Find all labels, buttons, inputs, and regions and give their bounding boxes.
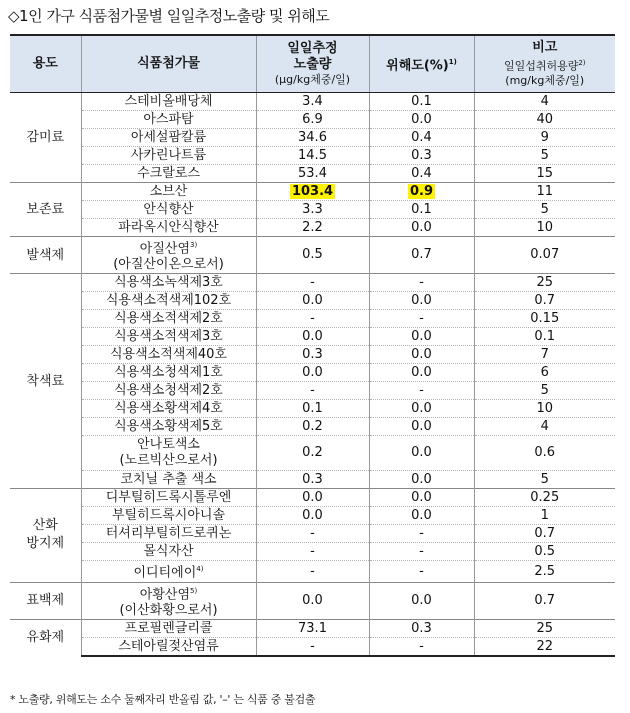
risk-value: 0.0	[369, 418, 474, 436]
exposure-value: -	[256, 382, 369, 400]
additive-name: 프로필렌글리콜	[81, 619, 256, 637]
risk-value: 0.0	[369, 328, 474, 346]
header-use: 용도	[10, 35, 81, 93]
adi-value: 40	[474, 111, 615, 129]
header-risk-sup: 1)	[448, 57, 457, 66]
adi-value: 0.25	[474, 489, 615, 507]
exposure-value: 3.3	[256, 201, 369, 219]
risk-value: -	[369, 561, 474, 582]
risk-value: 0.4	[369, 129, 474, 147]
risk-value: 0.0	[369, 471, 474, 489]
exposure-value: 0.0	[256, 582, 369, 619]
header-exposure-line1: 일일추정	[287, 41, 338, 56]
use-cell: 표백제	[10, 582, 81, 619]
exposure-value: 3.4	[256, 93, 369, 111]
table-row	[10, 471, 615, 489]
use-cell: 감미료	[10, 93, 81, 183]
exposure-value: 0.2	[256, 418, 369, 436]
adi-value: 11	[474, 183, 615, 201]
additive-name: 식용색소황색제5호	[81, 418, 256, 436]
risk-value: 0.0	[369, 436, 474, 471]
header-note-unit: (mg/kg체중/일)	[505, 73, 585, 87]
table-row	[10, 93, 615, 111]
adi-value: 5	[474, 471, 615, 489]
risk-value: 0.0	[369, 111, 474, 129]
table-row	[10, 507, 615, 525]
table-row	[10, 292, 615, 310]
table-row	[10, 364, 615, 382]
additive-name: 식용색소적색제2호	[81, 310, 256, 328]
header-note-line: 일일섭취허용량$^{2)}$	[503, 59, 586, 73]
adi-value: 4	[474, 418, 615, 436]
adi-value: 0.6	[474, 436, 615, 471]
exposure-value: 0.1	[256, 400, 369, 418]
exposure-value: -	[256, 525, 369, 543]
additive-name: 스테비올배당체	[81, 93, 256, 111]
additive-name: 사카린나트륨	[81, 147, 256, 165]
exposure-value: -	[256, 310, 369, 328]
additive-name: 몰식자산	[81, 543, 256, 561]
additive-name: 안나토색소 (노르빅산으로서)	[81, 436, 256, 471]
adi-value: 0.5	[474, 543, 615, 561]
exposure-value: 2.2	[256, 219, 369, 237]
exposure-value: 0.0	[256, 364, 369, 382]
table-row	[10, 237, 615, 274]
risk-value: 0.4	[369, 165, 474, 183]
adi-value: 2.5	[474, 561, 615, 582]
exposure-value: -	[256, 561, 369, 582]
adi-value: 0.1	[474, 328, 615, 346]
additive-name: 아황산염$^{5)}$ (이산화황으로서)	[81, 582, 256, 619]
table-row	[10, 129, 615, 147]
use-cell: 보존료	[10, 183, 81, 237]
exposure-value: 6.9	[256, 111, 369, 129]
document-title: ◇1인 가구 식품첨가물별 일일추정노출량 및 위해도	[8, 7, 330, 25]
exposure-value: -	[256, 637, 369, 656]
risk-value: 0.0	[369, 346, 474, 364]
adi-value: 10	[474, 400, 615, 418]
additive-name: 식용색소적색제40호	[81, 346, 256, 364]
adi-value: 25	[474, 274, 615, 292]
exposure-value: 73.1	[256, 619, 369, 637]
exposure-value: 0.3	[256, 471, 369, 489]
risk-value: 0.7	[369, 237, 474, 274]
header-risk-label: 위해도(%)	[386, 58, 449, 74]
additive-name: 파라옥시안식향산	[81, 219, 256, 237]
exposure-value: 14.5	[256, 147, 369, 165]
risk-value: 0.0	[369, 489, 474, 507]
additive-name: 수크랄로스	[81, 165, 256, 183]
additive-name: 식용색소청색제1호	[81, 364, 256, 382]
header-note	[474, 35, 615, 93]
table-row	[10, 111, 615, 129]
header-risk	[369, 35, 474, 93]
table-row	[10, 274, 615, 292]
risk-value: 0.3	[369, 147, 474, 165]
adi-value: 22	[474, 637, 615, 656]
risk-value: -	[369, 274, 474, 292]
adi-value: 5	[474, 147, 615, 165]
risk-value: 0.0	[369, 507, 474, 525]
adi-value: 5	[474, 382, 615, 400]
exposure-value: 0.0	[256, 489, 369, 507]
additive-name: 식용색소적색제102호	[81, 292, 256, 310]
table-row	[10, 382, 615, 400]
additive-name: 식용색소적색제3호	[81, 328, 256, 346]
table-row	[10, 489, 615, 507]
risk-value: 0.1	[369, 201, 474, 219]
exposure-value: -	[256, 274, 369, 292]
use-cell: 착색료	[10, 274, 81, 489]
adi-value: 0.15	[474, 310, 615, 328]
risk-value: 0.0	[369, 400, 474, 418]
risk-value: 0.1	[369, 93, 474, 111]
table-row	[10, 165, 615, 183]
risk-value: -	[369, 637, 474, 656]
risk-value: -	[369, 543, 474, 561]
adi-value: 7	[474, 346, 615, 364]
table-row	[10, 561, 615, 582]
table-row	[10, 525, 615, 543]
additive-exposure-table	[10, 34, 615, 657]
adi-value: 1	[474, 507, 615, 525]
adi-value: 9	[474, 129, 615, 147]
header-exposure-line2: 노출량	[293, 57, 332, 72]
additive-name: 아스파탐	[81, 111, 256, 129]
exposure-value: 0.2	[256, 436, 369, 471]
exposure-value: 0.0	[256, 292, 369, 310]
additive-name: 디부틸히드록시톨루엔	[81, 489, 256, 507]
additive-name: 코치닐 추출 색소	[81, 471, 256, 489]
header-exposure	[256, 35, 369, 93]
adi-value: 15	[474, 165, 615, 183]
table-row	[10, 183, 615, 201]
table-row	[10, 418, 615, 436]
adi-value: 0.7	[474, 525, 615, 543]
table-row	[10, 637, 615, 656]
table-row	[10, 219, 615, 237]
risk-value: 0.0	[369, 219, 474, 237]
risk-value: -	[369, 525, 474, 543]
additive-name: 아세설팜칼륨	[81, 129, 256, 147]
adi-value: 5	[474, 201, 615, 219]
table-body	[10, 93, 615, 656]
exposure-value: 0.0	[256, 507, 369, 525]
risk-value: 0.9	[369, 183, 474, 201]
risk-value: 0.0	[369, 292, 474, 310]
additive-name: 부틸히드록시아니솔	[81, 507, 256, 525]
adi-value: 0.7	[474, 292, 615, 310]
table-row	[10, 346, 615, 364]
table-row	[10, 310, 615, 328]
table-row	[10, 400, 615, 418]
table-row	[10, 436, 615, 471]
additive-name: 식용색소녹색제3호	[81, 274, 256, 292]
adi-value: 10	[474, 219, 615, 237]
adi-value: 0.7	[474, 582, 615, 619]
exposure-value: 0.5	[256, 237, 369, 274]
exposure-value: 103.4	[256, 183, 369, 201]
additive-name: 스테아릴젖산염류	[81, 637, 256, 656]
adi-value: 25	[474, 619, 615, 637]
table-row	[10, 543, 615, 561]
exposure-value: 0.3	[256, 346, 369, 364]
table-row	[10, 582, 615, 619]
additive-name: 터셔리부틸히드로퀴논	[81, 525, 256, 543]
risk-value: -	[369, 310, 474, 328]
use-cell: 유화제	[10, 619, 81, 656]
table-row	[10, 201, 615, 219]
exposure-value: 0.0	[256, 328, 369, 346]
exposure-value: 53.4	[256, 165, 369, 183]
additive-name: 소브산	[81, 183, 256, 201]
table-row	[10, 147, 615, 165]
footnote: * 노출량, 위해도는 소수 둘째자리 반올림 값, '–' 는 식품 중 불검출	[10, 693, 316, 706]
risk-value: 0.0	[369, 364, 474, 382]
header-additive: 식품첨가물	[81, 35, 256, 93]
use-cell: 산화 방지제	[10, 489, 81, 582]
adi-value: 0.07	[474, 237, 615, 274]
additive-name: 식용색소황색제4호	[81, 400, 256, 418]
additive-name: 아질산염$^{3)}$ (아질산이온으로서)	[81, 237, 256, 274]
exposure-value: 34.6	[256, 129, 369, 147]
risk-value: 0.0	[369, 582, 474, 619]
header-exposure-unit: (μg/kg체중/일)	[274, 73, 351, 86]
adi-value: 4	[474, 93, 615, 111]
risk-value: -	[369, 382, 474, 400]
risk-value: 0.3	[369, 619, 474, 637]
table-row	[10, 619, 615, 637]
exposure-value: -	[256, 543, 369, 561]
additive-name: 안식향산	[81, 201, 256, 219]
use-cell: 발색제	[10, 237, 81, 274]
adi-value: 6	[474, 364, 615, 382]
additive-name: 이디티에이$^{4)}$	[81, 561, 256, 582]
header-note-title: 비고	[532, 40, 558, 56]
table-row	[10, 328, 615, 346]
table-header-row	[10, 35, 615, 93]
additive-name: 식용색소청색제2호	[81, 382, 256, 400]
